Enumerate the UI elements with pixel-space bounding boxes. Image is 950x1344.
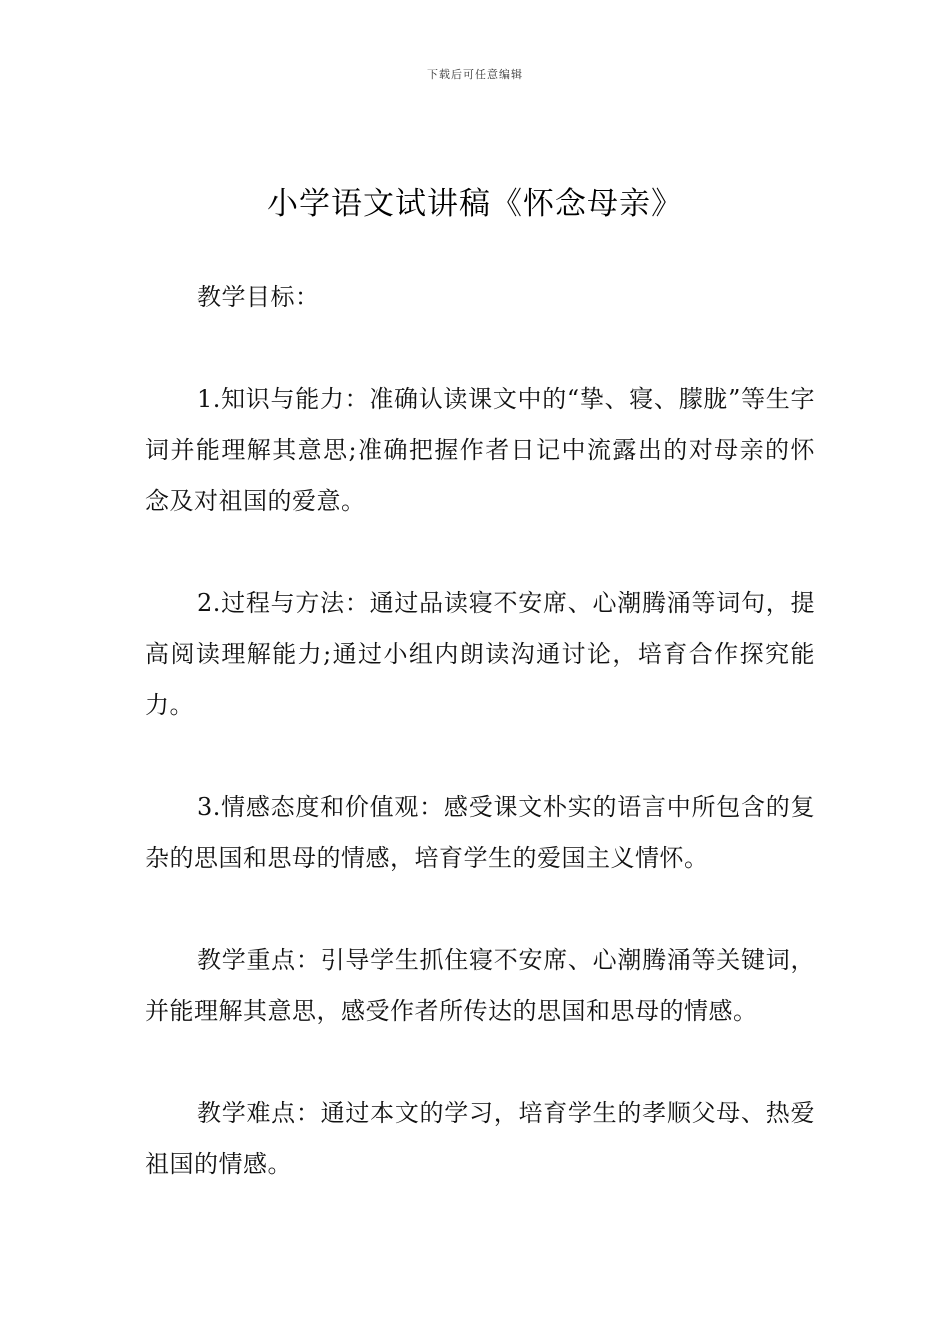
document-body xyxy=(145,272,815,1190)
paragraph-teaching-goals-heading: 教学目标： xyxy=(197,283,320,311)
paragraph-goal-process: 2.过程与方法：通过品读寝不安席、心潮腾涌等词句，提高阅读理解能力;通过小组内朗读沟通讨论，培育合作探究能力。 xyxy=(145,589,815,719)
paragraph-goal-emotion: 3.情感态度和价值观：感受课文朴实的语言中所包含的复杂的思国和思母的情感，培育学生的爱国主义情怀。 xyxy=(145,793,815,872)
paragraph-teaching-focus: 教学重点：引导学生抓住寝不安席、心潮腾涌等关键词，并能理解其意思，感受作者所传达的思国和思母的情感。 xyxy=(145,946,815,1025)
header-note: 下载后可任意编辑 xyxy=(427,68,523,81)
paragraph-teaching-difficulty: 教学难点：通过本文的学习，培育学生的孝顺父母、热爱祖国的情感。 xyxy=(145,1099,815,1178)
document-title: 小学语文试讲稿《怀念母亲》 xyxy=(267,186,683,222)
paragraph-goal-knowledge: 1.知识与能力：准确认读课文中的“挚、寝、朦胧”等生字词并能理解其意思;准确把握作者日记中流露出的对母亲的怀念及对祖国的爱意。 xyxy=(145,385,815,515)
